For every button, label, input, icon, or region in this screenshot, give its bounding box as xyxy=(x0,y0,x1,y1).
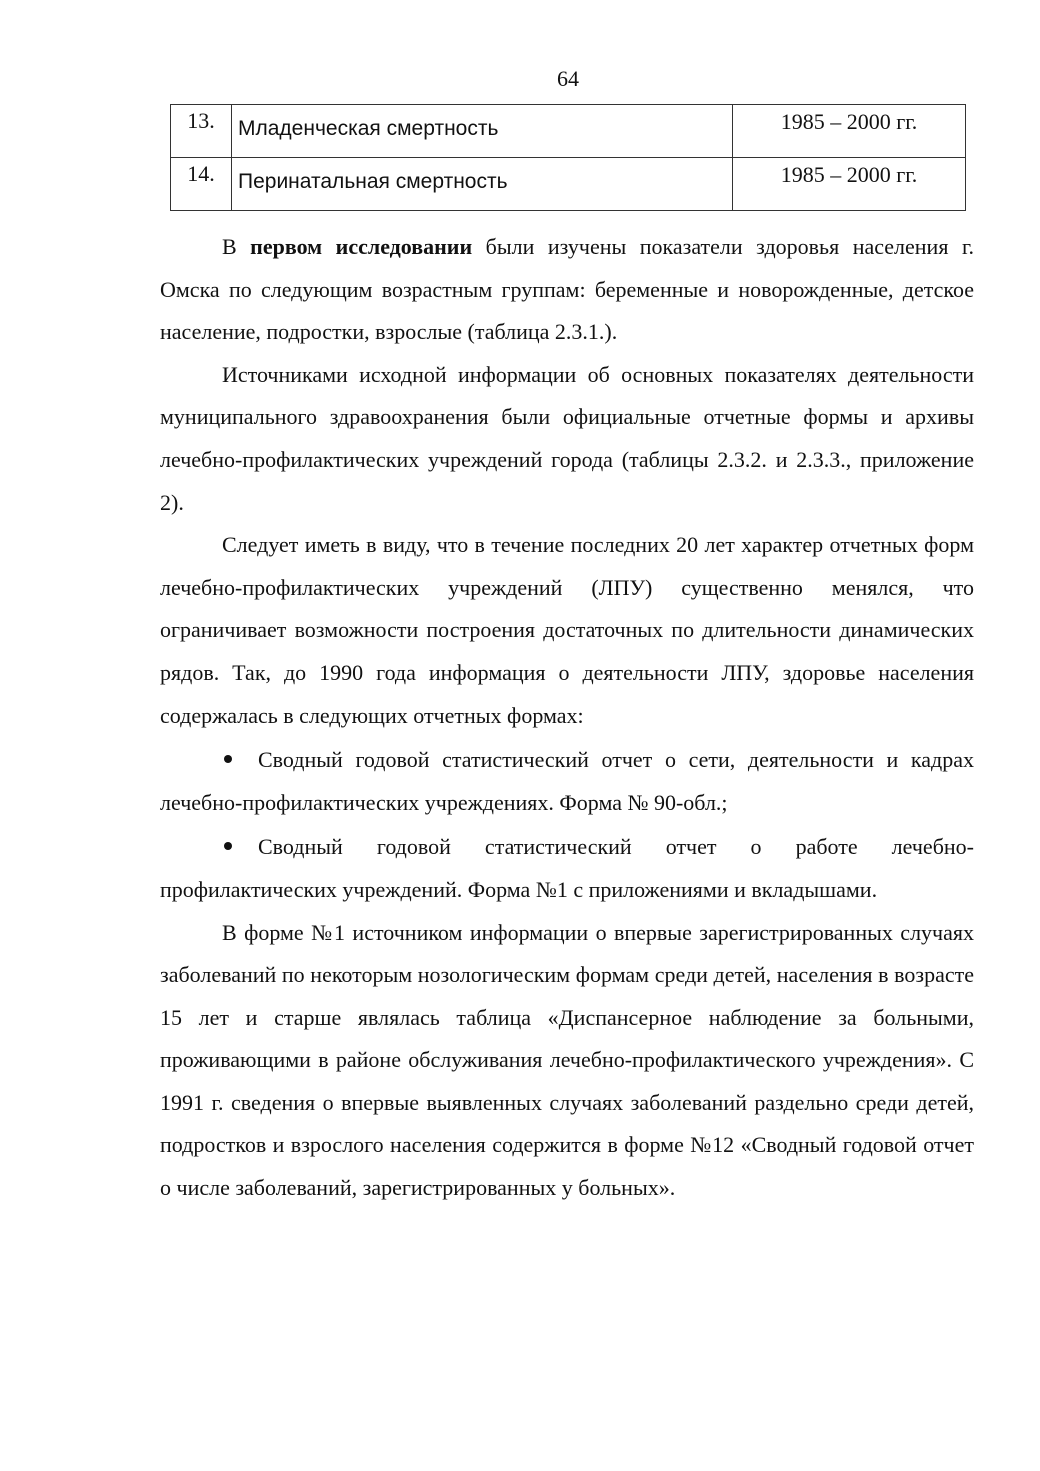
paragraph-start: В xyxy=(222,234,251,259)
paragraph-form-1: В форме №1 источником информации о впервые зарегистрированных случаях заболеваний по некоторым нозологическим формам среди детей, населения в возрасте 15 лет и старше являлась таблица «Диспансерное наблюдение за больными, проживающими в районе обслуживания лечебно-профилактического учреждения». С 1991 г. сведения о впервые выявленных случаях заболеваний раздельно среди детей, подростков и взрослого населения содержится в форме №12 «Сводный годовой отчет о числе заболеваний, зарегистрированных у больных». xyxy=(160,919,974,1201)
indicator-name: Младенческая смертность xyxy=(232,105,733,158)
list-item-text: Сводный годовой статистический отчет о сети, деятельности и кадрах лечебно-профилактических учреждениях. Форма № 90-обл.; xyxy=(160,747,974,815)
paragraph-rest: были изучены показатели здоровья населения г. Омска по следующим возрастным группам: беременные и новорожденные, детское население, подростки, взрослые (таблица 2.3.1.). xyxy=(160,234,974,345)
body-text xyxy=(160,226,974,1210)
bullet-icon xyxy=(160,826,258,869)
indicators-table xyxy=(170,104,966,211)
table-row xyxy=(171,105,966,158)
indicator-period: 1985 – 2000 гг. xyxy=(733,158,966,211)
table-row xyxy=(171,158,966,211)
indicator-name: Перинатальная смертность xyxy=(232,158,733,211)
row-number: 14. xyxy=(171,158,232,211)
paragraph-forms-history: Следует иметь в виду, что в течение последних 20 лет характер отчетных форм лечебно-профилактических учреждений (ЛПУ) существенно менялся, что ограничивает возможности построения достаточных по длительности динамических рядов. Так, до 1990 года информация о деятельности ЛПУ, здоровье населения содержалась в следующих отчетных формах: xyxy=(160,532,974,728)
bold-phrase: первом исследовании xyxy=(250,234,473,259)
paragraph-sources: Источниками исходной информации об основных показателях деятельности муниципального здравоохранения были официальные отчетные формы и архивы лечебно-профилактических учреждений города (таблицы 2.3.2. и 2.3.3., приложение 2). xyxy=(160,361,974,515)
list-item xyxy=(160,739,974,824)
paragraph-first-study xyxy=(160,226,974,354)
page-number: 64 xyxy=(557,66,579,91)
bullet-icon xyxy=(160,739,258,782)
list-item xyxy=(160,826,974,911)
row-number: 13. xyxy=(171,105,232,158)
list-item-text: Сводный годовой статистический отчет о работе лечебно-профилактических учреждений. Форма №1 с приложениями и вкладышами. xyxy=(160,834,974,902)
indicator-period: 1985 – 2000 гг. xyxy=(733,105,966,158)
